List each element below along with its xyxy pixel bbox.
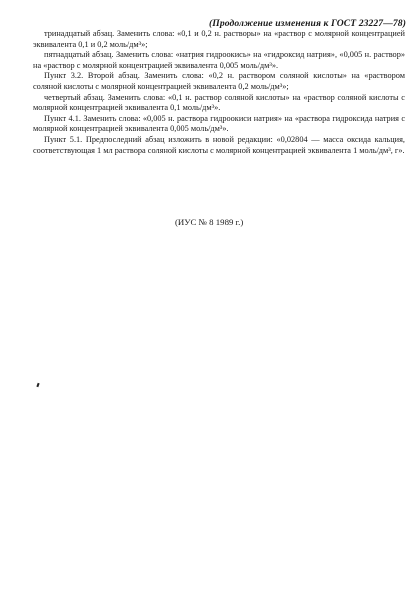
paragraph-15th: пятнадцатый абзац. Заменить слова: «натрия гидроокись» на «гидроксид натрия», «0,005 н. раствор» на «раствор с молярной концентрацией эквивалента 0,005 моль/дм³».	[33, 50, 405, 70]
document-body	[33, 29, 405, 156]
paragraph-clause-5-1: Пункт 5.1. Предпоследний абзац изложить в новой редакции: «0,02804 — масса оксида кальция, соответствующая 1 мл раствора соляной кислоты с молярной концентрацией эквивалента 1 моль/дм³, г».	[33, 134, 405, 155]
running-header: (Продолжение изменения к ГОСТ 23227—78)	[209, 18, 406, 29]
stray-mark	[36, 383, 39, 387]
paragraph-fourth: четвертый абзац. Заменить слова: «0,1 н. раствор соляной кислоты» на «раствор соляной кислоты с молярной концентрацией эквивалента 0,1 моль/дм³».	[33, 92, 405, 113]
paragraph-13th: тринадцатый абзац. Заменить слова: «0,1 и 0,2 н. растворы» на «раствор с молярной концентрацией эквивалента 0,1 и 0,2 моль/дм³»;	[33, 29, 405, 49]
source-note: (ИУС № 8 1989 г.)	[175, 217, 244, 227]
paragraph-clause-3-2: Пункт 3.2. Второй абзац. Заменить слова: «0,2 н. раствором соляной кислоты» на «раствором соляной кислоты с молярной концентрацией эквивалента 0,2 моль/дм³»;	[33, 71, 405, 91]
paragraph-clause-4-1: Пункт 4.1. Заменить слова: «0,005 н. раствора гидроокиси натрия» на «раствора гидроксида натрия с молярной концентрацией эквивалента 0,005 моль/дм³».	[33, 113, 405, 134]
